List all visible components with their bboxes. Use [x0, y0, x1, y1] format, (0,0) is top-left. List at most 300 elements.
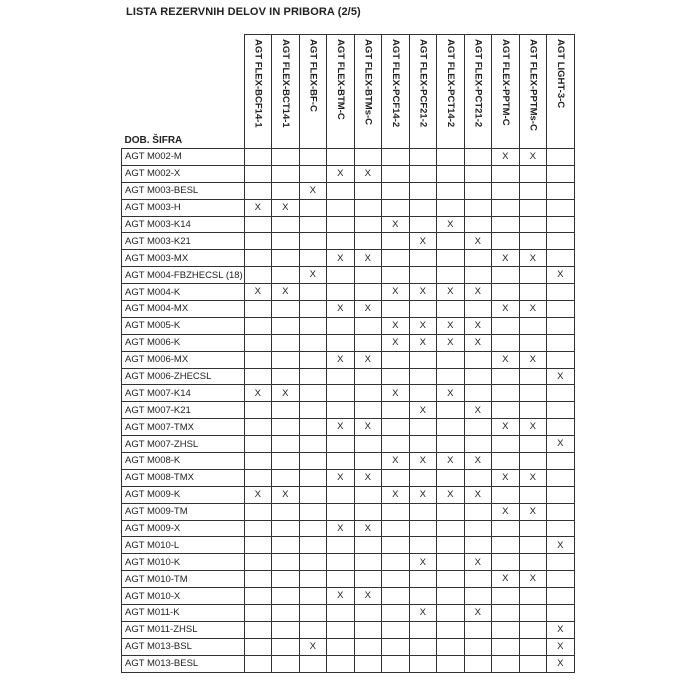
- compat-cell: [272, 638, 300, 655]
- compat-cell: [354, 503, 382, 520]
- part-code: AGT M004-MX: [122, 301, 245, 318]
- compat-cell: [492, 267, 520, 284]
- compat-cell: X: [354, 165, 382, 182]
- compat-cell: [299, 233, 327, 250]
- table-row: [122, 469, 575, 486]
- compat-cell: [409, 621, 437, 638]
- compat-cell: [327, 571, 355, 588]
- compat-cell: [299, 486, 327, 503]
- compat-cell: X: [492, 250, 520, 267]
- compat-cell: [437, 149, 465, 166]
- compat-cell: [519, 486, 547, 503]
- column-header-label: AGT FLEX-PCT21-2: [472, 39, 484, 128]
- compat-cell: [437, 233, 465, 250]
- compat-cell: [382, 267, 410, 284]
- compat-cell: [437, 402, 465, 419]
- part-code: AGT M006-K: [122, 334, 245, 351]
- table-row: [122, 486, 575, 503]
- compat-cell: [547, 605, 575, 622]
- compat-cell: [299, 605, 327, 622]
- compat-cell: X: [464, 453, 492, 470]
- compat-cell: [464, 503, 492, 520]
- part-code: AGT M007-TMX: [122, 419, 245, 436]
- compat-cell: [547, 351, 575, 368]
- compat-cell: X: [244, 199, 272, 216]
- compat-cell: X: [519, 250, 547, 267]
- compat-cell: [409, 199, 437, 216]
- header-row: [122, 35, 575, 149]
- compat-cell: [299, 284, 327, 301]
- table-row: [122, 638, 575, 655]
- part-code: AGT M004-FBZHECSL (18): [122, 267, 245, 284]
- compat-cell: [244, 233, 272, 250]
- compat-cell: X: [299, 267, 327, 284]
- compat-cell: [492, 334, 520, 351]
- table-row: [122, 537, 575, 554]
- part-code: AGT M005-K: [122, 317, 245, 334]
- compat-cell: [382, 182, 410, 199]
- compat-cell: [409, 537, 437, 554]
- compat-cell: [547, 199, 575, 216]
- compat-cell: X: [519, 571, 547, 588]
- compat-cell: X: [327, 419, 355, 436]
- compat-cell: [327, 216, 355, 233]
- compat-cell: [519, 368, 547, 385]
- compat-cell: [492, 621, 520, 638]
- compat-cell: X: [409, 554, 437, 571]
- compat-cell: [464, 588, 492, 605]
- compat-cell: [354, 334, 382, 351]
- compat-cell: [519, 520, 547, 537]
- compat-cell: [519, 402, 547, 419]
- column-header: [492, 35, 520, 149]
- compat-cell: [437, 436, 465, 453]
- table-row: [122, 655, 575, 672]
- compat-cell: X: [492, 469, 520, 486]
- column-header-label: AGT FLEX-BCF14-1: [252, 39, 264, 128]
- table-row: [122, 520, 575, 537]
- compat-cell: [382, 165, 410, 182]
- compat-cell: [519, 199, 547, 216]
- column-header: [354, 35, 382, 149]
- compat-cell: [519, 621, 547, 638]
- compat-cell: [354, 284, 382, 301]
- column-header-label: AGT FLEX-BTMs-C: [362, 39, 374, 126]
- compat-cell: [299, 453, 327, 470]
- compat-cell: [547, 216, 575, 233]
- compat-cell: X: [354, 520, 382, 537]
- compat-cell: [327, 182, 355, 199]
- compat-cell: X: [547, 621, 575, 638]
- compat-cell: X: [354, 250, 382, 267]
- compat-cell: [519, 588, 547, 605]
- compat-cell: [409, 368, 437, 385]
- compat-cell: [382, 621, 410, 638]
- compat-cell: [244, 436, 272, 453]
- code-column-header: [122, 35, 245, 149]
- compat-cell: [327, 554, 355, 571]
- compat-cell: [327, 284, 355, 301]
- column-header-label: AGT FLEX-BCT14-1: [279, 39, 291, 128]
- compat-cell: [299, 216, 327, 233]
- part-code: AGT M003-BESL: [122, 182, 245, 199]
- compat-cell: [299, 149, 327, 166]
- compat-cell: X: [354, 351, 382, 368]
- table-row: [122, 571, 575, 588]
- compat-cell: [437, 655, 465, 672]
- compat-cell: [244, 419, 272, 436]
- column-header: [437, 35, 465, 149]
- compat-cell: [464, 301, 492, 318]
- compat-cell: [437, 537, 465, 554]
- compat-cell: [437, 199, 465, 216]
- compat-cell: [547, 419, 575, 436]
- table-row: [122, 554, 575, 571]
- compat-cell: X: [437, 284, 465, 301]
- column-header-label: AGT FLEX-PCT14-2: [444, 39, 456, 128]
- compat-cell: [244, 621, 272, 638]
- compat-cell: [409, 182, 437, 199]
- compat-cell: [382, 520, 410, 537]
- compat-cell: [547, 453, 575, 470]
- compat-cell: X: [244, 284, 272, 301]
- compat-cell: [519, 385, 547, 402]
- compat-cell: [464, 182, 492, 199]
- compat-cell: [437, 554, 465, 571]
- column-header-label: AGT FLEX-PPTMs-C: [527, 39, 539, 131]
- compat-cell: [382, 419, 410, 436]
- compat-cell: [299, 588, 327, 605]
- compat-cell: [327, 621, 355, 638]
- compat-cell: [492, 537, 520, 554]
- compat-cell: [382, 469, 410, 486]
- table-row: [122, 233, 575, 250]
- part-code: AGT M006-MX: [122, 351, 245, 368]
- compat-cell: X: [437, 334, 465, 351]
- table-row: [122, 453, 575, 470]
- compat-cell: [437, 638, 465, 655]
- compat-cell: [272, 182, 300, 199]
- compat-cell: [492, 486, 520, 503]
- compat-cell: [382, 149, 410, 166]
- compat-cell: X: [437, 486, 465, 503]
- table-row: [122, 605, 575, 622]
- part-code: AGT M008-K: [122, 453, 245, 470]
- compat-cell: [382, 571, 410, 588]
- table-row: [122, 301, 575, 318]
- compat-cell: [244, 368, 272, 385]
- compat-cell: X: [382, 284, 410, 301]
- compat-cell: [272, 334, 300, 351]
- compat-cell: X: [327, 469, 355, 486]
- compat-cell: [382, 554, 410, 571]
- compat-cell: X: [437, 317, 465, 334]
- compat-cell: [299, 351, 327, 368]
- compat-cell: X: [492, 351, 520, 368]
- compat-cell: [464, 621, 492, 638]
- compat-cell: [464, 351, 492, 368]
- compat-cell: [409, 588, 437, 605]
- compat-cell: [492, 605, 520, 622]
- compat-cell: [547, 182, 575, 199]
- compat-cell: [244, 182, 272, 199]
- compat-cell: [354, 267, 382, 284]
- compat-cell: [327, 638, 355, 655]
- compat-cell: [299, 199, 327, 216]
- compat-cell: [382, 605, 410, 622]
- compat-cell: X: [382, 216, 410, 233]
- compat-cell: [409, 469, 437, 486]
- compat-cell: [464, 149, 492, 166]
- table-row: [122, 368, 575, 385]
- compat-cell: [464, 199, 492, 216]
- compat-cell: [464, 469, 492, 486]
- compat-cell: [382, 638, 410, 655]
- compat-cell: [244, 503, 272, 520]
- compat-cell: [409, 165, 437, 182]
- compat-cell: X: [327, 250, 355, 267]
- compat-cell: [244, 571, 272, 588]
- compat-cell: [492, 638, 520, 655]
- compat-cell: [299, 621, 327, 638]
- compat-cell: [244, 655, 272, 672]
- part-code: AGT M010-TM: [122, 571, 245, 588]
- compat-cell: [382, 402, 410, 419]
- compat-cell: [244, 469, 272, 486]
- compat-cell: [244, 165, 272, 182]
- compat-cell: [354, 554, 382, 571]
- compat-cell: [272, 250, 300, 267]
- compat-cell: [327, 149, 355, 166]
- compat-cell: [492, 284, 520, 301]
- column-header: [272, 35, 300, 149]
- column-header: [519, 35, 547, 149]
- compat-cell: [327, 233, 355, 250]
- compat-cell: [409, 250, 437, 267]
- compat-cell: [354, 655, 382, 672]
- compat-cell: [327, 537, 355, 554]
- compat-cell: [437, 588, 465, 605]
- compat-cell: [272, 571, 300, 588]
- column-header-label: AGT FLEX-BTM-C: [334, 39, 346, 120]
- compat-cell: [299, 165, 327, 182]
- compat-cell: [354, 317, 382, 334]
- compat-cell: [437, 301, 465, 318]
- compat-cell: X: [299, 638, 327, 655]
- column-header: [547, 35, 575, 149]
- compat-cell: [519, 284, 547, 301]
- compat-cell: X: [464, 317, 492, 334]
- compat-cell: [464, 216, 492, 233]
- compat-cell: [354, 638, 382, 655]
- compat-cell: X: [464, 233, 492, 250]
- column-header: [382, 35, 410, 149]
- compat-cell: [354, 385, 382, 402]
- compat-cell: [272, 453, 300, 470]
- compat-cell: [464, 571, 492, 588]
- compat-cell: [409, 351, 437, 368]
- compat-cell: [437, 520, 465, 537]
- compat-cell: [409, 149, 437, 166]
- compat-cell: [547, 588, 575, 605]
- compat-cell: X: [354, 588, 382, 605]
- compat-cell: [272, 368, 300, 385]
- compat-cell: X: [299, 182, 327, 199]
- compat-cell: [272, 520, 300, 537]
- compat-cell: [409, 267, 437, 284]
- compat-cell: X: [547, 655, 575, 672]
- compat-cell: [244, 520, 272, 537]
- compat-cell: [382, 588, 410, 605]
- compat-cell: [354, 182, 382, 199]
- compat-cell: [272, 588, 300, 605]
- compat-cell: [547, 554, 575, 571]
- table-row: [122, 334, 575, 351]
- compat-cell: X: [244, 486, 272, 503]
- part-code: AGT M008-TMX: [122, 469, 245, 486]
- compat-cell: X: [464, 402, 492, 419]
- compat-cell: [547, 165, 575, 182]
- compat-cell: [382, 351, 410, 368]
- compat-cell: [244, 605, 272, 622]
- compat-cell: [492, 216, 520, 233]
- compat-cell: [299, 537, 327, 554]
- compat-cell: [519, 182, 547, 199]
- table-row: [122, 351, 575, 368]
- compat-cell: [327, 503, 355, 520]
- compat-cell: [272, 605, 300, 622]
- compat-cell: [492, 588, 520, 605]
- compat-cell: [244, 402, 272, 419]
- compat-cell: X: [409, 453, 437, 470]
- compat-cell: [409, 571, 437, 588]
- compat-cell: [464, 250, 492, 267]
- compat-cell: [519, 554, 547, 571]
- compat-cell: [492, 520, 520, 537]
- compat-cell: [354, 571, 382, 588]
- column-header-label: AGT FLEX-BF-C: [307, 39, 319, 112]
- part-code: AGT M009-TM: [122, 503, 245, 520]
- compat-cell: X: [409, 486, 437, 503]
- compat-cell: [327, 453, 355, 470]
- page-title: LISTA REZERVNIH DELOV IN PRIBORA (2/5): [126, 6, 361, 18]
- compat-cell: X: [409, 233, 437, 250]
- compat-cell: [437, 351, 465, 368]
- compat-cell: [354, 149, 382, 166]
- compat-cell: [519, 605, 547, 622]
- compat-cell: [382, 368, 410, 385]
- compat-cell: [244, 267, 272, 284]
- compat-cell: X: [382, 317, 410, 334]
- compat-cell: [547, 571, 575, 588]
- compat-cell: [547, 486, 575, 503]
- compat-cell: [409, 638, 437, 655]
- compat-cell: [299, 385, 327, 402]
- compat-cell: [244, 638, 272, 655]
- compat-cell: [519, 638, 547, 655]
- compat-cell: [519, 655, 547, 672]
- compat-cell: [272, 419, 300, 436]
- compat-cell: [492, 233, 520, 250]
- compat-cell: [437, 267, 465, 284]
- table-row: [122, 436, 575, 453]
- compat-cell: [327, 317, 355, 334]
- compat-cell: [464, 385, 492, 402]
- part-code: AGT M006-ZHECSL: [122, 368, 245, 385]
- part-code: AGT M002-M: [122, 149, 245, 166]
- compat-cell: [354, 199, 382, 216]
- compat-cell: [547, 469, 575, 486]
- compat-cell: [272, 554, 300, 571]
- compat-cell: [272, 402, 300, 419]
- part-code: AGT M003-K14: [122, 216, 245, 233]
- compat-cell: [272, 469, 300, 486]
- compat-cell: X: [272, 284, 300, 301]
- part-code: AGT M010-X: [122, 588, 245, 605]
- compat-cell: X: [244, 385, 272, 402]
- compat-cell: [272, 267, 300, 284]
- compat-cell: X: [519, 419, 547, 436]
- compat-cell: X: [382, 385, 410, 402]
- compat-cell: X: [519, 149, 547, 166]
- compat-cell: [547, 317, 575, 334]
- compat-cell: [299, 419, 327, 436]
- compat-cell: [299, 469, 327, 486]
- compat-cell: [244, 351, 272, 368]
- compat-cell: [244, 554, 272, 571]
- compat-cell: [409, 385, 437, 402]
- compat-cell: X: [272, 486, 300, 503]
- compat-cell: [437, 621, 465, 638]
- compat-cell: X: [492, 149, 520, 166]
- compat-cell: [492, 199, 520, 216]
- compat-cell: [382, 436, 410, 453]
- compat-cell: [547, 250, 575, 267]
- column-header-label: AGT FLEX-PCF14-2: [389, 39, 401, 128]
- compat-cell: [299, 317, 327, 334]
- compat-cell: [354, 453, 382, 470]
- compat-cell: [519, 436, 547, 453]
- column-header-label: AGT LIGHT-3-C: [554, 39, 566, 109]
- compat-cell: X: [547, 368, 575, 385]
- compat-cell: [437, 419, 465, 436]
- table-row: [122, 199, 575, 216]
- compat-cell: X: [354, 419, 382, 436]
- compat-cell: [272, 149, 300, 166]
- compat-cell: X: [382, 486, 410, 503]
- compat-cell: [244, 301, 272, 318]
- compat-cell: [327, 655, 355, 672]
- spare-parts-table: [121, 34, 575, 673]
- part-code: AGT M003-MX: [122, 250, 245, 267]
- compat-cell: X: [464, 486, 492, 503]
- compat-cell: X: [519, 469, 547, 486]
- compat-cell: X: [492, 503, 520, 520]
- compat-cell: [464, 165, 492, 182]
- compat-cell: [547, 284, 575, 301]
- compat-cell: X: [547, 537, 575, 554]
- compat-cell: [272, 233, 300, 250]
- compat-cell: [272, 621, 300, 638]
- compat-cell: [547, 520, 575, 537]
- compat-cell: [547, 503, 575, 520]
- compat-cell: [409, 419, 437, 436]
- compat-cell: [272, 317, 300, 334]
- table-row: [122, 588, 575, 605]
- table-row: [122, 165, 575, 182]
- compat-cell: [492, 165, 520, 182]
- table-row: [122, 503, 575, 520]
